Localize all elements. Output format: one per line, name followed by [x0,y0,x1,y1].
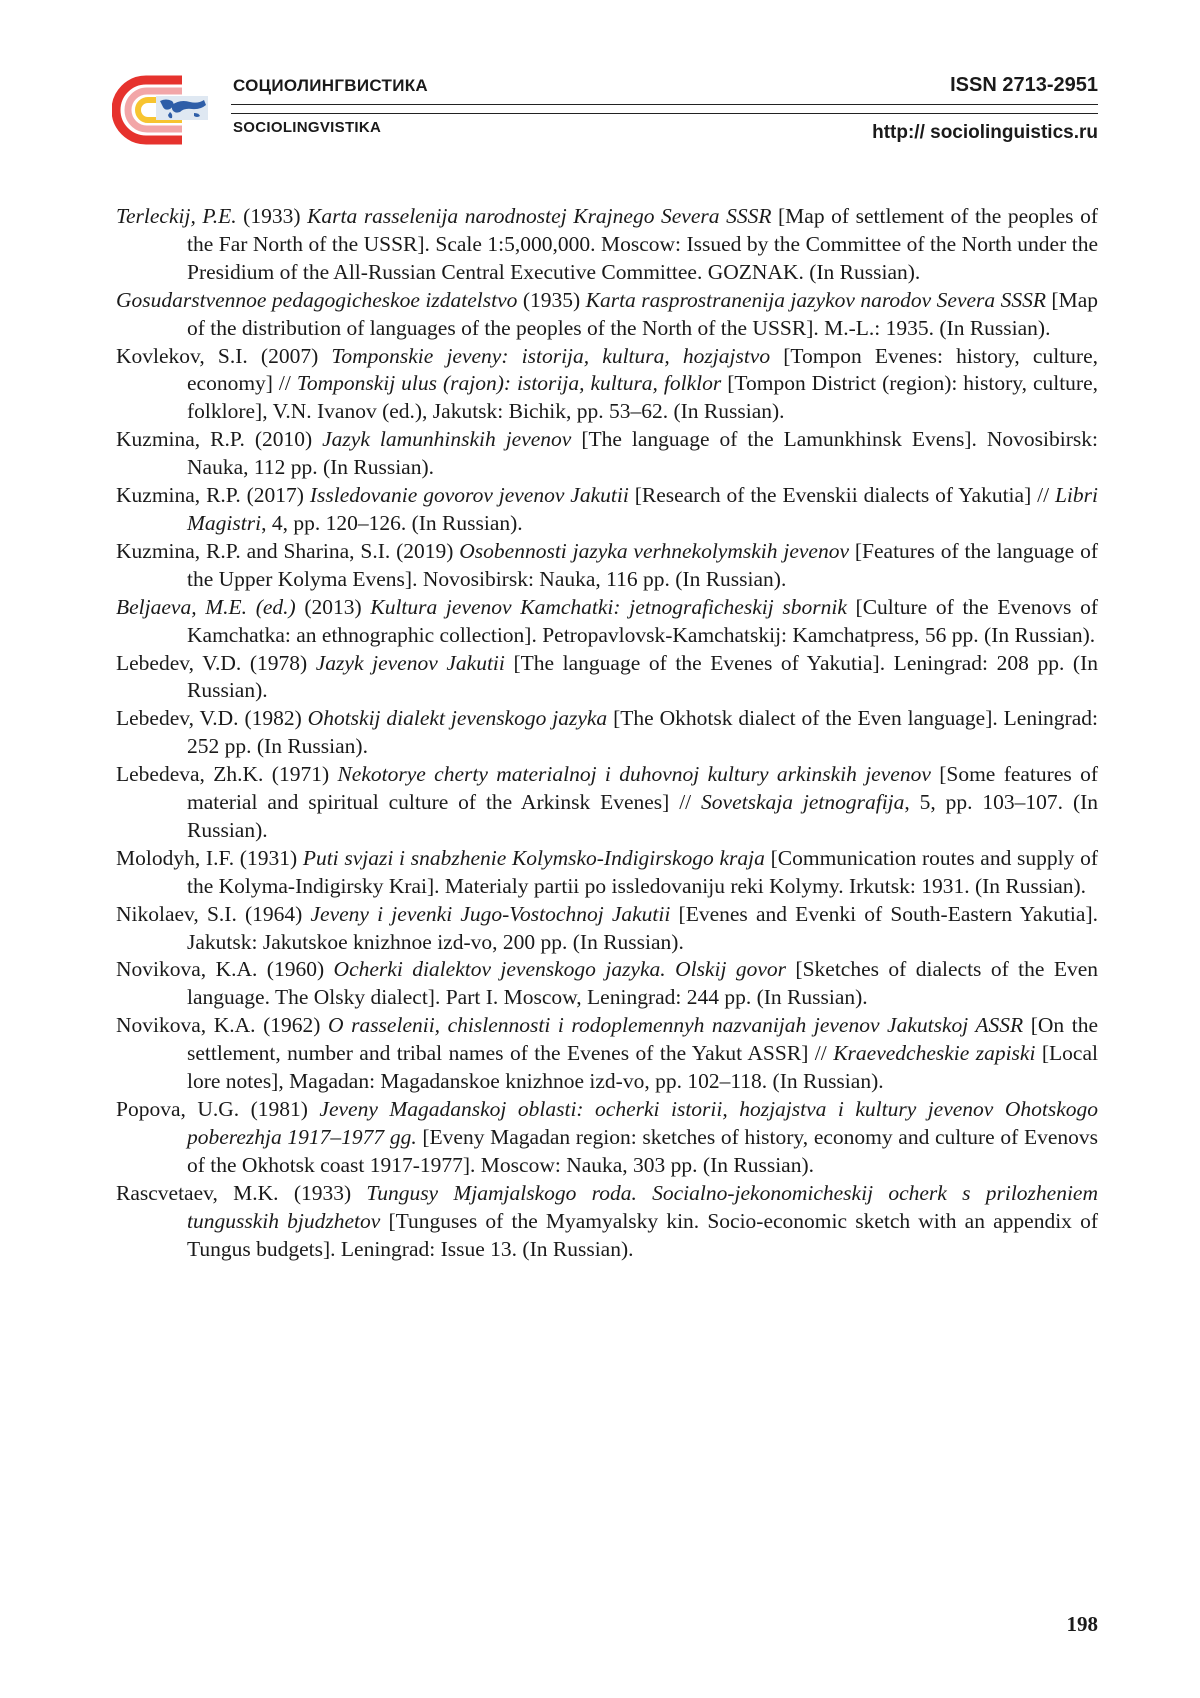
reference-text: Kuzmina, R.P. (2017) [116,483,310,508]
reference-entry [116,901,1098,957]
reference-italic-text: Nekotorye cherty materialnoj i duhovnoj kultury arkinskih jevenov [337,762,931,787]
reference-italic-text: Karta rasselenija narodnostej Krajnego Severa SSSR [307,204,772,228]
reference-text: [The language of the Lamunkhinsk Evens]. Novosibirsk: Nauka, 112 pp. (In Russian). [187,427,1098,480]
reference-text: , 5, pp. 103–107. (In Russian). [187,790,1099,842]
reference-entry [116,650,1098,706]
journal-title-en: SOCIOLINGVISTIKA [233,119,382,136]
reference-text: [Tompon District (region): history, culture, folklore], V.N. Ivanov (ed.), Jakutsk: Bichik, pp. 53–62. (In Russian). [187,371,1099,424]
reference-italic-text: Jazyk lamunhinskih jevenov [322,427,572,452]
journal-logo-icon [112,74,212,146]
reference-italic-text: Kultura jevenov Kamchatki: jetnograficheskij sbornik [370,594,847,619]
header-rule-top [231,104,1098,105]
reference-text: [Evenes and Evenki of South-Eastern Yakutia]. Jakutsk: Jakutskoe knizhnoe izd-vo, 200 pp. (In Russian). [187,901,1098,954]
reference-entry [116,538,1098,594]
reference-italic-text: O rasselenii, chislennosti i rodoplemennyh nazvanijah jevenov Jakutskoj ASSR [327,1013,1024,1038]
reference-italic-text: Ohotskij dialekt jevenskogo jazyka [307,706,608,731]
reference-italic-text: Karta rasprostranenija jazykov narodov Severa SSSR [585,287,1046,312]
reference-text: [Local lore notes], Magadan: Magadanskoe knizhnoe izd-vo, pp. 102–118. (In Russian). [187,1041,1098,1094]
reference-italic-text: Jazyk jevenov Jakutii [315,650,505,675]
reference-entry [116,482,1098,538]
reference-text: [Culture of the Evenovs of Kamchatka: an ethnographic collection]. Petropavlovsk-Kamchatskij: Kamchatpress, 56 pp. (In Russian). [187,594,1098,647]
reference-entry [116,1012,1098,1096]
reference-entry [116,1096,1098,1180]
reference-italic-text: Tomponskij ulus (rajon): istorija, kultura, folklor [296,371,722,396]
reference-italic-text: Tomponskie jeveny: istorija, kultura, hozjajstvo [331,343,771,368]
reference-text: (1935) [517,287,586,312]
reference-text: [The language of the Evenes of Yakutia]. Leningrad: 208 pp. (In Russian). [187,650,1099,703]
reference-text: Lebedev, V.D. (1982) [116,706,308,731]
reference-text: [On the settlement, number and tribal names of the Evenes of the Yakut ASSR] // [187,1013,1099,1066]
reference-entry [116,705,1098,761]
reference-text: Rascvetaev, M.K. (1933) [116,1180,367,1205]
reference-italic-text: Kraevedcheskie zapiski [833,1041,1036,1066]
reference-entry [116,594,1098,650]
reference-text: [Communication routes and supply of the Kolyma-Indigirsky Krai]. Materialy partii po issledovaniju reki Kolymy. Irkutsk: 1931. (In Russian). [187,845,1098,898]
reference-text: [Features of the language of the Upper Kolyma Evens]. Novosibirsk: Nauka, 116 pp. (In Russian). [187,538,1098,591]
reference-text: [Eveny Magadan region: sketches of history, economy and culture of Evenovs of the Okhotsk coast 1917-1977]. Moscow: Nauka, 303 pp. (In Russian). [187,1124,1098,1177]
reference-italic-text: Terleckij, P.E. [116,204,237,228]
reference-entry [116,343,1098,427]
reference-list [116,203,1098,1263]
reference-text: (2013) [295,594,371,619]
reference-italic-text: Jeveny i jevenki Jugo-Vostochnoj Jakutii [310,901,671,926]
reference-text: Novikova, K.A. (1962) [116,1013,328,1038]
reference-text: Lebedeva, Zh.K. (1971) [116,762,338,787]
header-rule-bottom [231,113,1098,114]
reference-text: [Research of the Evenskii dialects of Yakutia] // [628,483,1055,508]
reference-italic-text: Sovetskaja jetnografija [701,790,905,815]
reference-italic-text: Ocherki dialektov jevenskogo jazyka. Olskij govor [333,957,786,982]
reference-text: Kuzmina, R.P. (2010) [116,427,323,452]
reference-entry [116,761,1098,845]
reference-text: [Tunguses of the Myamyalsky kin. Socio-economic sketch with an appendix of Tungus budgets]. Leningrad: Issue 13. (In Russian). [187,1208,1098,1261]
reference-italic-text: Puti svjazi i snabzhenie Kolymsko-Indigirskogo kraja [302,845,765,870]
reference-entry [116,203,1098,287]
reference-italic-text: Jeveny Magadanskoj oblasti: ocherki istorii, hozjajstva i kultury jevenov Ohotskogo poberezhja 1917–1977 gg. [187,1097,1098,1149]
reference-text: Kuzmina, R.P. and Sharina, S.I. (2019) [116,538,460,563]
journal-url[interactable]: http:// sociolinguistics.ru [872,122,1098,143]
reference-text: Lebedev, V.D. (1978) [116,650,316,675]
reference-text: Nikolaev, S.I. (1964) [116,901,311,926]
issn: ISSN 2713-2951 [950,74,1098,96]
reference-text: [Map of the distribution of languages of the peoples of the North of the USSR]. M.-L.: 1935. (In Russian). [187,287,1098,340]
page-header [0,0,1200,160]
reference-text: [Tompon Evenes: history, culture, economy] // [187,343,1099,396]
reference-text: Novikova, K.A. (1960) [116,957,334,982]
reference-italic-text: Issledovanie govorov jevenov Jakutii [309,483,629,508]
reference-entry [116,845,1098,901]
reference-text: Popova, U.G. (1981) [116,1097,320,1121]
reference-text: [Map of settlement of the peoples of the Far North of the USSR]. Scale 1:5,000,000. Moscow: Issued by the Committee of the North under the Presidium of the All-Russian Central Executive Committee. GOZNAK. (In Russian). [187,204,1098,284]
reference-text: Kovlekov, S.I. (2007) [116,343,332,368]
reference-italic-text: Libri Magistri [187,483,1098,535]
reference-italic-text: Beljaeva, M.E. (ed.) [116,594,296,619]
reference-text: [The Okhotsk dialect of the Even language]. Leningrad: 252 pp. (In Russian). [187,706,1098,759]
reference-text: Molodyh, I.F. (1931) [116,845,303,870]
reference-text: [Some features of material and spiritual culture of the Arkinsk Evenes] // [187,762,1098,815]
reference-entry [116,1180,1098,1264]
reference-entry [116,287,1098,343]
reference-entry [116,426,1098,482]
reference-italic-text: Osobennosti jazyka verhnekolymskih jevenov [459,538,850,563]
journal-title-ru: СОЦИОЛИНГВИСТИКА [233,76,428,95]
reference-text: [Sketches of dialects of the Even language. The Olsky dialect]. Part I. Moscow, Leningrad: 244 pp. (In Russian). [187,957,1099,1010]
reference-entry [116,956,1098,1012]
reference-text: , 4, pp. 120–126. (In Russian). [261,510,523,535]
reference-italic-text: Gosudarstvennoe pedagogicheskoe izdatelstvo [116,287,518,312]
page-number: 198 [1066,1612,1098,1636]
reference-text: (1933) [236,204,308,228]
reference-italic-text: Tungusy Mjamjalskogo roda. Socialno-jekonomicheskij ocherk s prilozheniem tungusskih bjudzhetov [187,1180,1098,1233]
